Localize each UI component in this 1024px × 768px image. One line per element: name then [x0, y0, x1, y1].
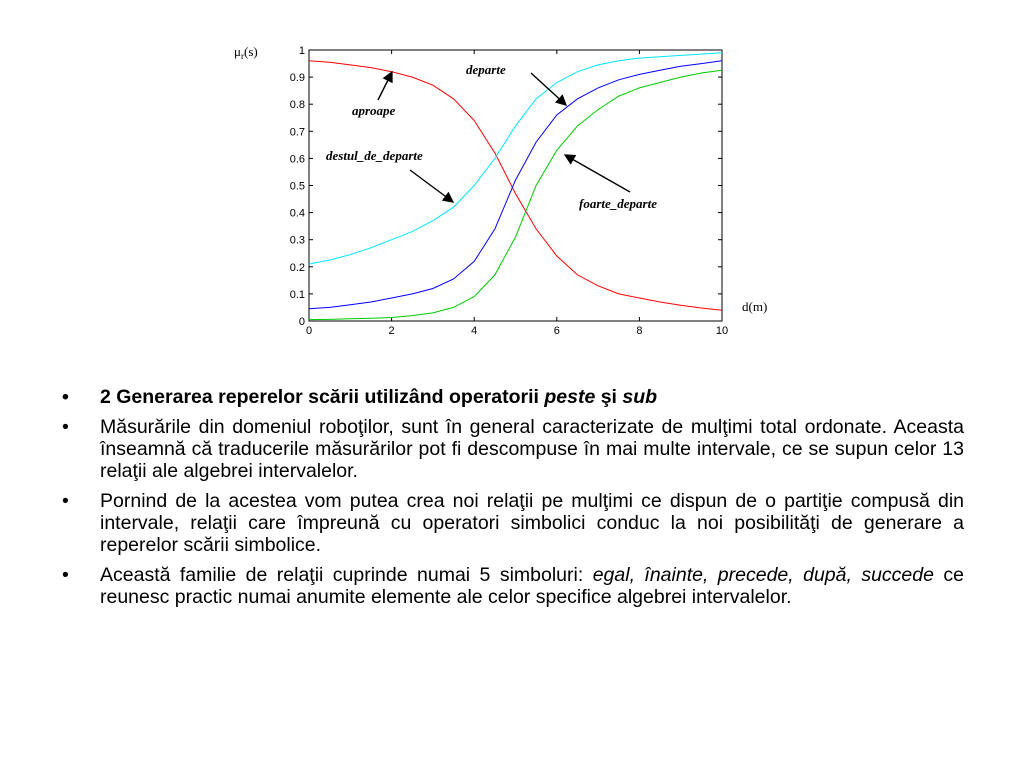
y-tick-label: 0.7 — [289, 126, 305, 139]
heading-and: şi — [595, 386, 623, 408]
bullet-paragraph-3 — [62, 564, 964, 608]
arrow-aproape — [378, 72, 392, 100]
x-tick-label: 4 — [471, 325, 478, 337]
y-tick-label: 1 — [298, 45, 305, 57]
x-tick-label: 8 — [636, 325, 643, 337]
chart-axes — [309, 50, 722, 321]
bullet-paragraph-2 — [62, 490, 964, 556]
arrow-departe — [531, 73, 566, 105]
x-axis-label: d(m) — [742, 299, 768, 314]
annotation-departe: departe — [466, 62, 506, 77]
x-tick-label: 6 — [553, 325, 560, 337]
x-tick-label: 0 — [305, 325, 313, 337]
y-tick-label: 0.5 — [289, 180, 305, 193]
bullet-paragraph-1 — [62, 416, 964, 482]
y-tick-label: 0 — [298, 316, 305, 328]
y-tick-label: 0.6 — [289, 153, 305, 166]
paragraph-3-symbols: egal, înainte, precede, după, succede — [592, 564, 934, 586]
chart-ticks — [290, 45, 728, 337]
annotation-destul-de-departe: destul_de_departe — [326, 148, 423, 163]
y-tick-label: 0.4 — [289, 207, 305, 220]
bullet-marker: • — [62, 386, 69, 408]
paragraph-1-text: Măsurările din domeniul roboţilor, sunt în general caracterizate de mulţimi total ordonate. Aceasta înseamnă că traducerile măsurărilor pot fi descompuse în mai multe intervale, ce se supun celor 13 relaţii ale algebrei intervalelor. — [100, 416, 964, 482]
paragraph-2-text: Pornind de la acestea vom putea crea noi relaţii pe mulţimi ce dispun de o partiţie compusă din intervale, relaţii care împreună cu operatori simbolici conduc la noi posibilităţi de generare a reperelor scării simbolice. — [100, 490, 964, 556]
bullet-marker: • — [62, 490, 69, 512]
y-axis-label: $\mu_r(s)$ — [234, 44, 258, 61]
plot-frame — [309, 50, 722, 321]
heading-sub: sub — [622, 386, 658, 408]
paragraph-3-prefix: Această familie de relaţii cuprinde numai 5 simboluri: — [100, 564, 593, 586]
paragraph-3-suffix: ce reunesc practic numai anumite elemente ale celor specifice algebrei intervalelor. — [100, 564, 964, 608]
series-line-departe — [309, 61, 722, 309]
arrow-destul-de-departe — [410, 170, 453, 202]
y-tick-label: 0.1 — [289, 288, 305, 301]
bullet-marker: • — [62, 564, 69, 586]
bullet-heading — [62, 386, 964, 408]
slide-text — [62, 386, 964, 616]
heading-text: 2 Generarea reperelor scării utilizând operatorii — [100, 386, 545, 408]
arrow-foarte-departe — [565, 155, 630, 192]
y-tick-label: 0.3 — [289, 234, 305, 247]
y-tick-label: 0.2 — [289, 261, 305, 274]
series-line-aproape — [309, 61, 722, 310]
annotation-foarte-departe: foarte_departe — [579, 196, 657, 211]
membership-chart — [0, 0, 1024, 370]
x-tick-label: 10 — [715, 325, 729, 337]
chart-series-lines — [309, 53, 722, 320]
y-tick-label: 0.9 — [289, 72, 305, 85]
annotation-aproape: aproape — [352, 103, 396, 118]
heading-peste: peste — [544, 386, 596, 408]
y-tick-label: 0.8 — [289, 99, 305, 112]
bullet-marker: • — [62, 416, 69, 438]
x-tick-label: 2 — [388, 325, 395, 337]
